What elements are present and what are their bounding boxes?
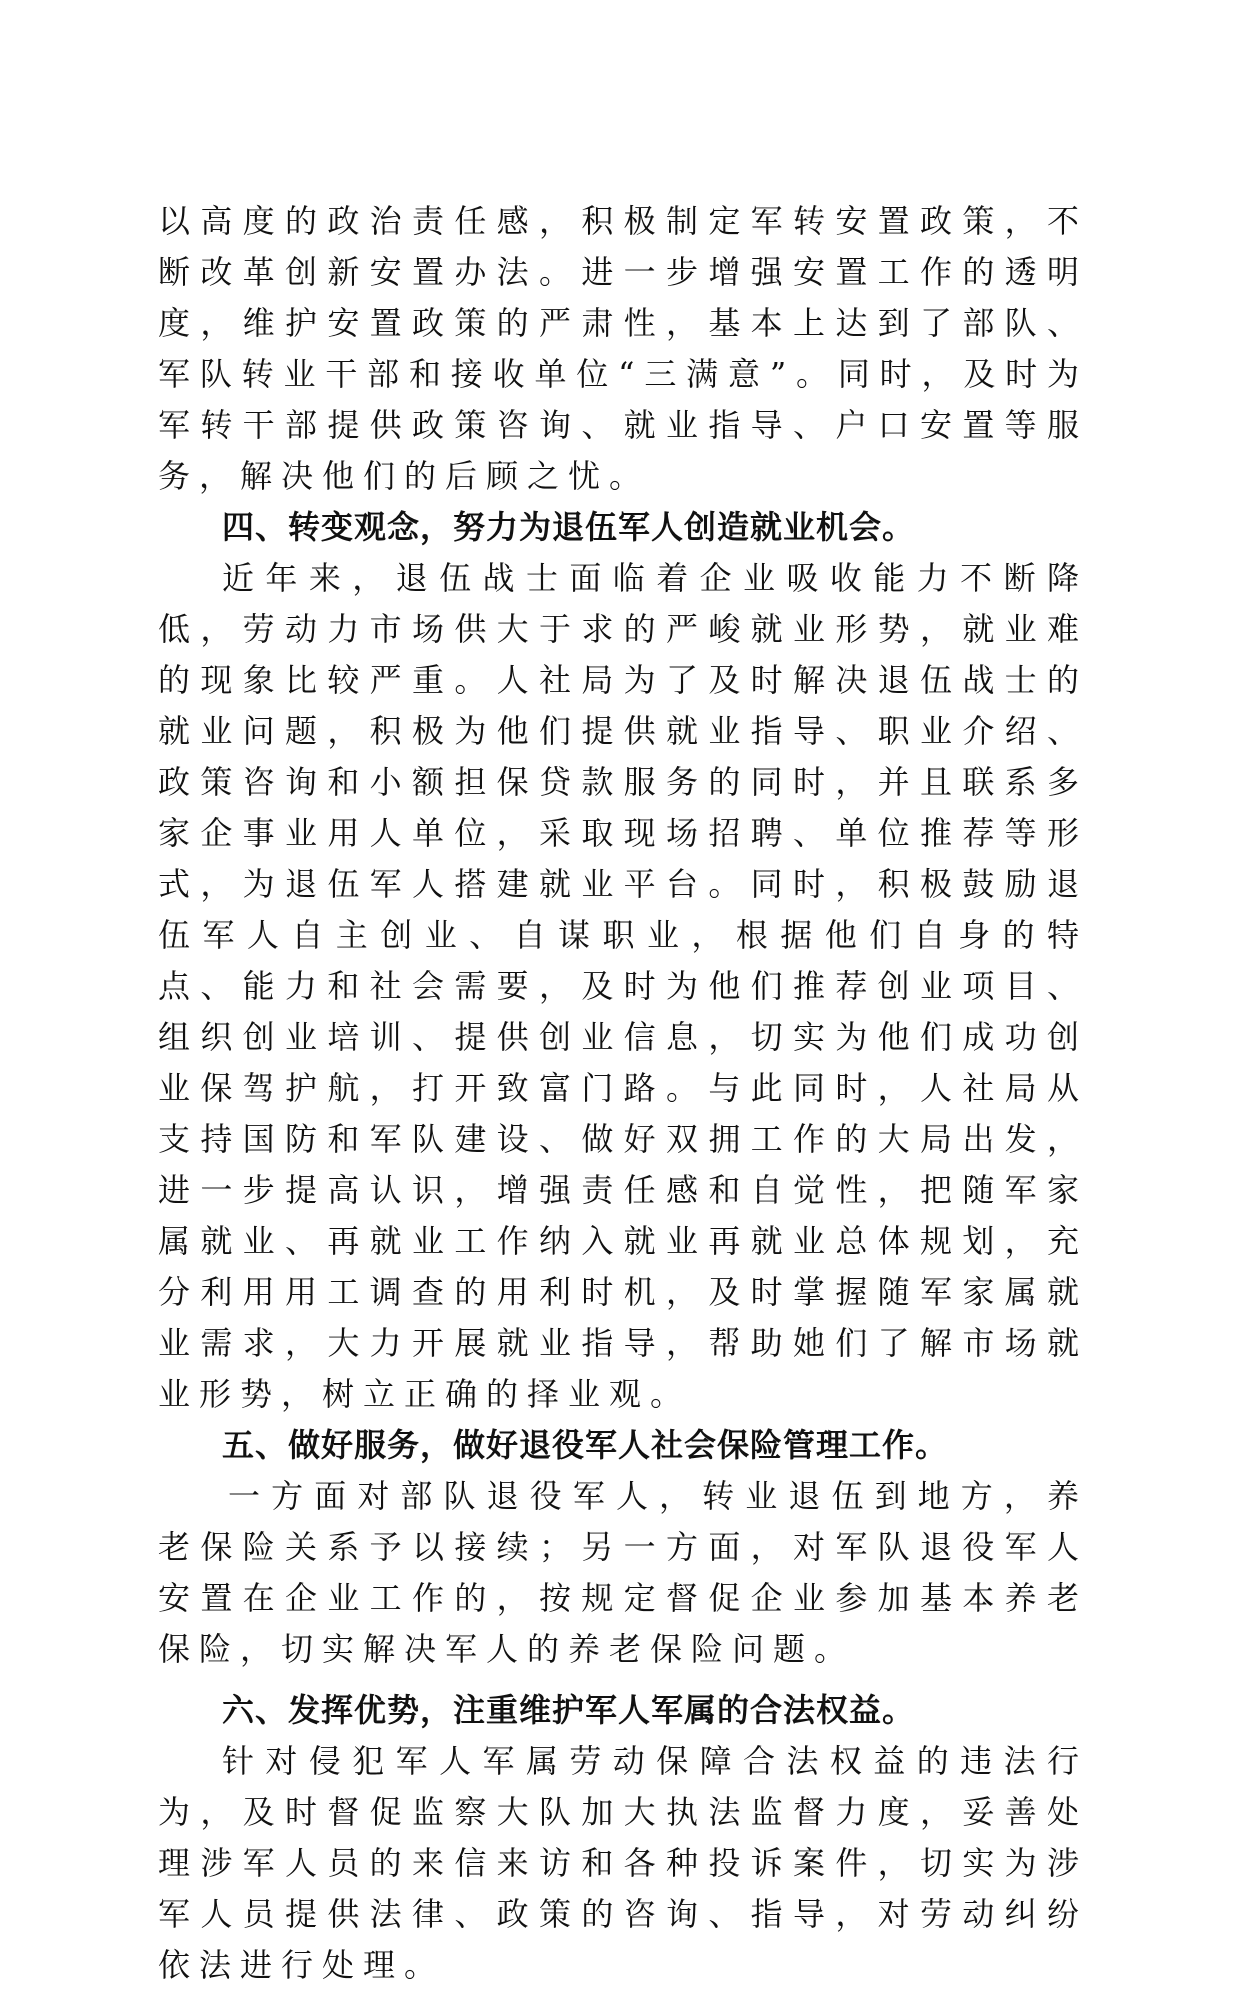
paragraph-legal-rights: 针对侵犯军人军属劳动保障合法权益的违法行为，及时督促监察大队加大执法监督力度，妥善处理涉军人员的来信来访和各种投诉案件，切实为涉军人员提供法律、政策的咨询、指导，对劳动纠纷依法进行处理。	[158, 1742, 1088, 1984]
section-heading-5: 五、做好服务，做好退役军人社会保险管理工作。	[222, 1426, 949, 1464]
section-heading-4: 四、转变观念，努力为退伍军人创造就业机会。	[222, 508, 916, 546]
section-heading-6: 六、发挥优势，注重维护军人军属的合法权益。	[222, 1691, 916, 1729]
document-body	[158, 196, 1088, 1991]
paragraph-continued-resettlement: 以高度的政治责任感，积极制定军转安置政策，不断改革创新安置办法。进一步增强安置工作的透明度，维护安置政策的严肃性，基本上达到了部队、军队转业干部和接收单位“三满意”。同时，及时为军转干部提供政策咨询、就业指导、户口安置等服务，解决他们的后顾之忧。	[158, 202, 1088, 495]
paragraph-employment: 近年来，退伍战士面临着企业吸收能力不断降低，劳动力市场供大于求的严峻就业形势，就业难的现象比较严重。人社局为了及时解决退伍战士的就业问题，积极为他们提供就业指导、职业介绍、政策咨询和小额担保贷款服务的同时，并且联系多家企事业用人单位，采取现场招聘、单位推荐等形式，为退伍军人搭建就业平台。同时，积极鼓励退伍军人自主创业、自谋职业，根据他们自身的特点、能力和社会需要，及时为他们推荐创业项目、组织创业培训、提供创业信息，切实为他们成功创业保驾护航，打开致富门路。与此同时，人社局从支持国防和军队建设、做好双拥工作的大局出发，进一步提高认识，增强责任感和自觉性，把随军家属就业、再就业工作纳入就业再就业总体规划，充分利用用工调查的用利时机，及时掌握随军家属就业需求，大力开展就业指导，帮助她们了解市场就业形势，树立正确的择业观。	[158, 559, 1088, 1413]
paragraph-social-insurance: 一方面对部队退役军人，转业退伍到地方，养老保险关系予以接续；另一方面，对军队退役军人安置在企业工作的，按规定督促企业参加基本养老保险，切实解决军人的养老保险问题。	[158, 1477, 1088, 1668]
